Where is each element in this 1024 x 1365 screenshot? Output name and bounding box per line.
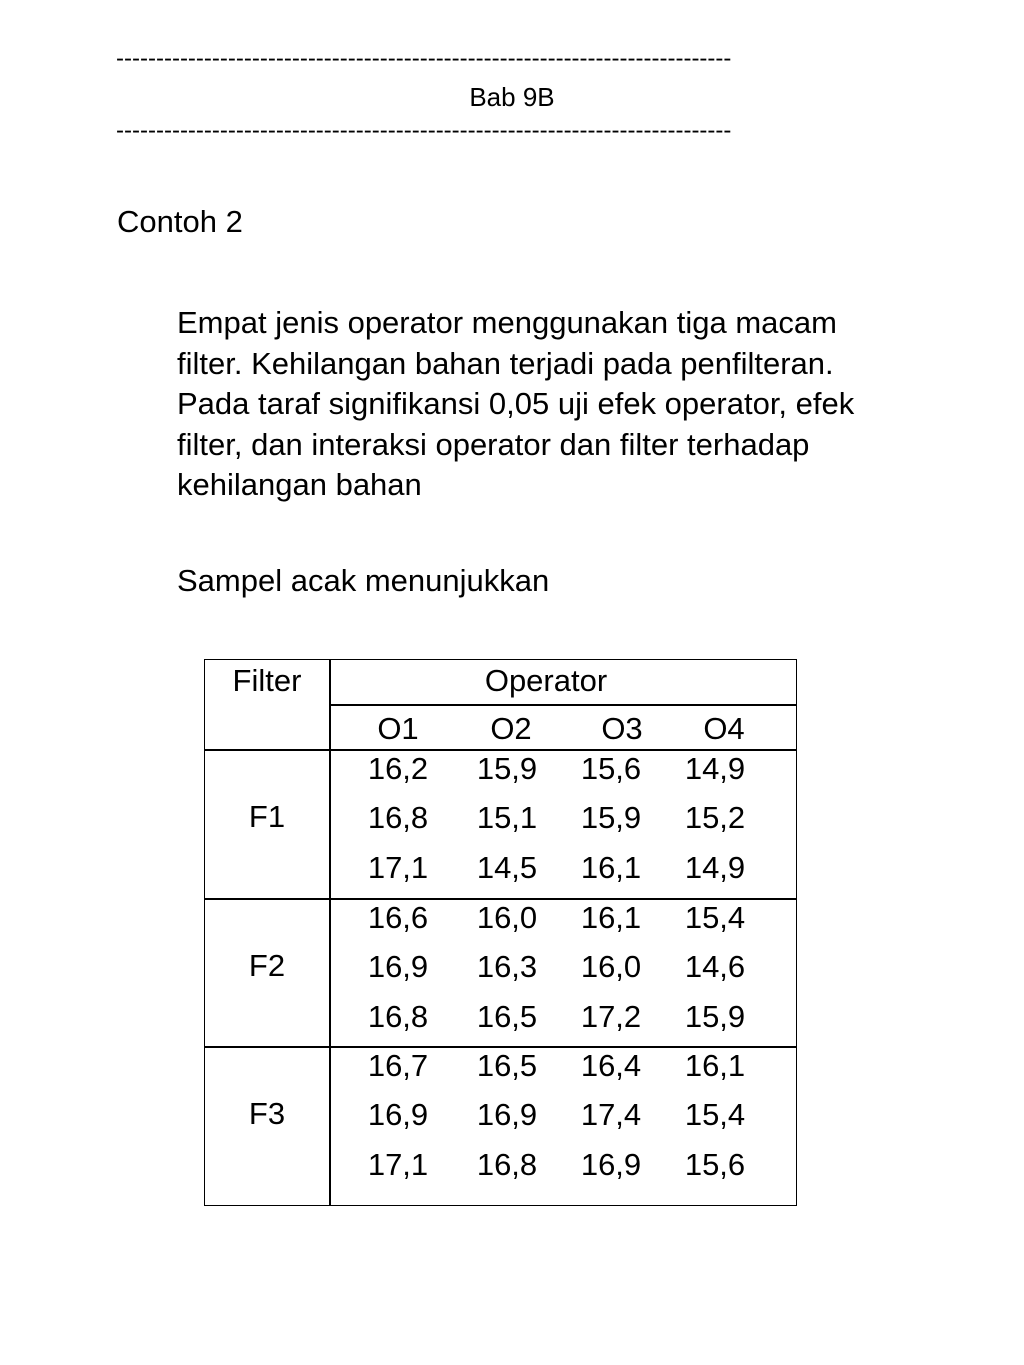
table-cell: 16,4 xyxy=(580,1048,642,1083)
table-cell: 16,6 xyxy=(367,900,429,935)
table-cell: 17,1 xyxy=(367,1146,429,1182)
table-cell: 15,4 xyxy=(684,1097,746,1133)
filter-label: F3 xyxy=(248,1096,286,1132)
table-cell: 16,8 xyxy=(367,800,429,836)
table-cell: 16,2 xyxy=(367,751,429,786)
operator-column-header: Operator xyxy=(484,663,608,698)
filter-label: F2 xyxy=(248,948,286,984)
table-cell: 14,9 xyxy=(684,849,746,885)
problem-statement xyxy=(177,303,937,506)
table-cell: 16,1 xyxy=(580,900,642,935)
table-cell: 16,0 xyxy=(476,900,538,935)
paragraph-line: filter, dan interaksi operator dan filter terhadap xyxy=(177,426,810,462)
section-heading: Contoh 2 xyxy=(117,204,243,239)
table-cell: 15,6 xyxy=(684,1146,746,1182)
table-cell: 16,8 xyxy=(476,1146,538,1182)
operator-column-o2: O2 xyxy=(490,711,532,746)
table-cell: 14,5 xyxy=(476,849,538,885)
table-cell: 16,9 xyxy=(367,1097,429,1133)
operator-column-o3: O3 xyxy=(601,711,643,746)
table-cell: 16,1 xyxy=(580,849,642,885)
table-cell: 14,9 xyxy=(684,751,746,786)
table-cell: 17,4 xyxy=(580,1097,642,1133)
table-cell: 16,7 xyxy=(367,1048,429,1083)
table-cell: 16,1 xyxy=(684,1048,746,1083)
table-header-divider xyxy=(329,704,796,706)
paragraph-line: Pada taraf signifikansi 0,05 uji efek operator, efek xyxy=(177,386,855,422)
table-cell: 14,6 xyxy=(684,949,746,985)
paragraph-line: filter. Kehilangan bahan terjadi pada penfilteran. xyxy=(177,345,834,381)
table-cell: 16,5 xyxy=(476,1048,538,1083)
operator-column-o4: O4 xyxy=(703,711,745,746)
sample-label: Sampel acak menunjukkan xyxy=(177,563,550,598)
table-cell: 16,0 xyxy=(580,949,642,985)
paragraph-line: kehilangan bahan xyxy=(177,467,422,503)
table-cell: 16,9 xyxy=(580,1146,642,1182)
table-cell: 17,2 xyxy=(580,998,642,1034)
paragraph-line: Empat jenis operator menggunakan tiga macam xyxy=(177,305,837,340)
table-cell: 15,1 xyxy=(476,800,538,836)
table-cell: 15,4 xyxy=(684,900,746,935)
table-cell: 15,9 xyxy=(580,800,642,836)
filter-label: F1 xyxy=(248,799,286,835)
filter-column-header: Filter xyxy=(232,663,302,698)
header-divider-bottom: ----------------------------------------------------------------------------- xyxy=(116,118,732,144)
table-cell: 15,9 xyxy=(684,998,746,1034)
chapter-title: Bab 9B xyxy=(469,82,555,112)
table-column-divider xyxy=(329,660,331,1205)
data-table xyxy=(204,659,797,1206)
table-cell: 16,3 xyxy=(476,949,538,985)
table-cell: 15,2 xyxy=(684,800,746,836)
table-cell: 15,9 xyxy=(476,751,538,786)
table-cell: 16,5 xyxy=(476,998,538,1034)
table-cell: 15,6 xyxy=(580,751,642,786)
table-cell: 16,9 xyxy=(476,1097,538,1133)
header-divider-top: ----------------------------------------------------------------------------- xyxy=(116,46,732,72)
table-cell: 16,8 xyxy=(367,998,429,1034)
table-cell: 16,9 xyxy=(367,949,429,985)
table-cell: 17,1 xyxy=(367,849,429,885)
operator-column-o1: O1 xyxy=(377,711,419,746)
